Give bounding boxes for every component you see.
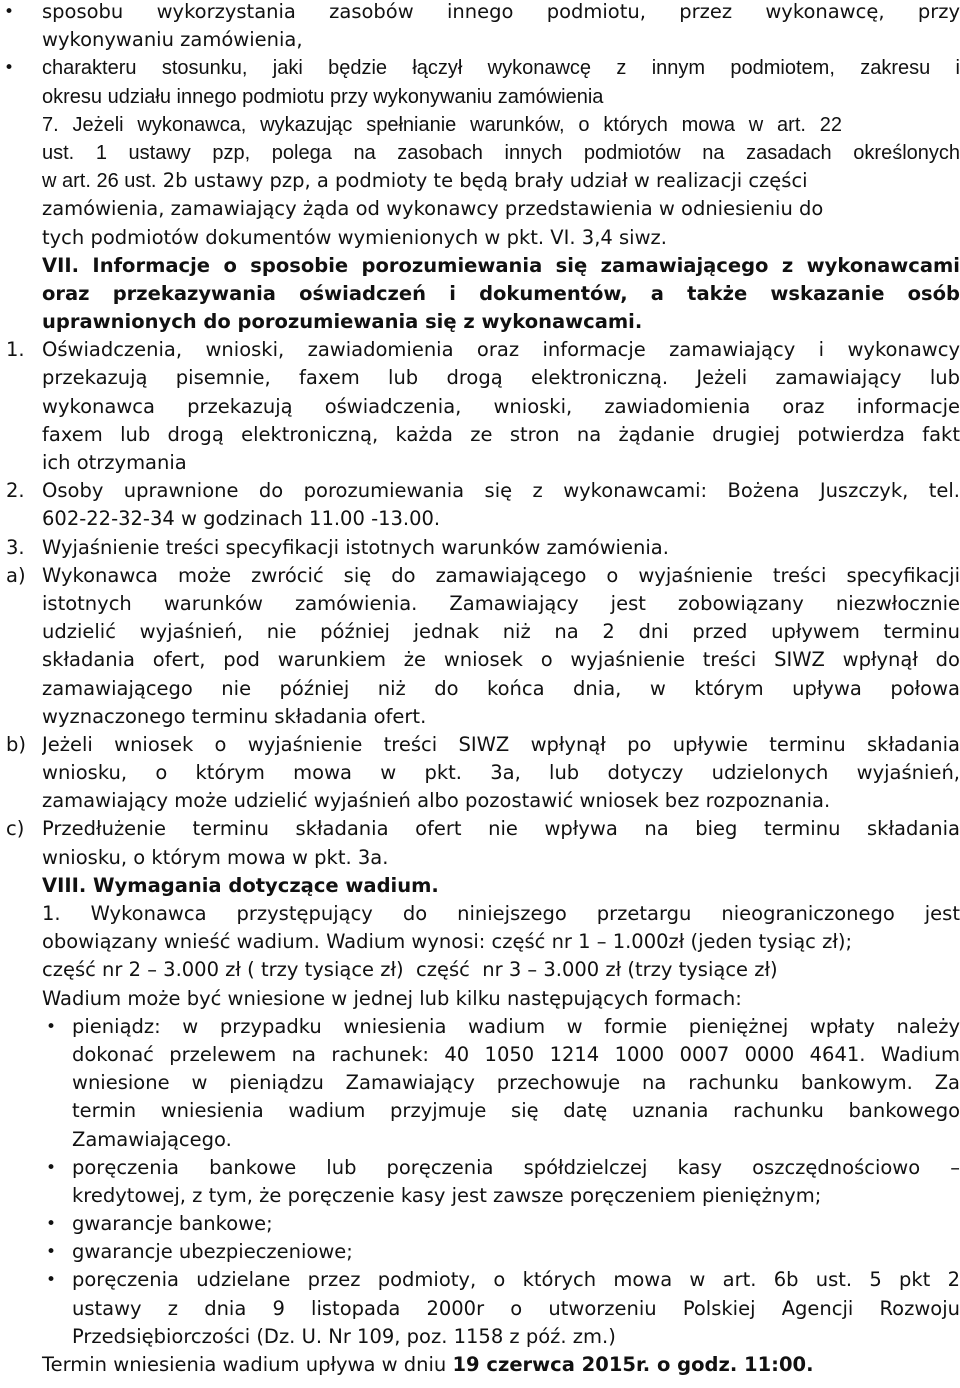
text-line-wrap <box>0 759 960 787</box>
bullet-item-form-4 <box>0 1238 960 1266</box>
text-line: 1. Wykonawca przystępujący do niniejszego przetargu nieograniczonego jest <box>42 902 960 925</box>
text-line: Wykonawca może zwrócić się do zamawiającego o wyjaśnienie treści specyfikacji <box>42 563 960 587</box>
text-line-wrap <box>0 928 960 956</box>
deadline-date: 19 czerwca 2015r. o godz. 11:00 <box>452 1353 807 1376</box>
numbered-item-2 <box>0 477 960 505</box>
text-line-wrap <box>0 505 960 533</box>
text-line: Przedłużenie terminu składania ofert nie wpływa na bieg terminu składania <box>42 817 960 841</box>
item-letter: c) <box>6 817 25 841</box>
text-line: wniosku, o którym mowa w pkt. 3a, lub dotyczy udzielonych wyjaśnień, <box>42 761 960 785</box>
bullet-item-1 <box>0 0 960 26</box>
item-letter: b) <box>6 732 26 756</box>
text-line: wykonywaniu zamówienia, <box>42 28 303 52</box>
text-line: dokonać przelewem na rachunek: 40 1050 1214 1000 0007 0000 4641. Wadium <box>72 1042 960 1066</box>
text-line: tych podmiotów dokumentów wymienionych w pkt. VI. 3,4 siwz. <box>42 225 667 249</box>
bullet-icon: • <box>46 1016 57 1037</box>
text-line-wrap <box>0 421 960 449</box>
text-line: zamawiający może udzielić wyjaśnień albo pozostawić wniosek bez rozpoznania. <box>42 789 831 813</box>
text-line-wrap <box>0 1041 960 1069</box>
text-line: wniesione w pieniądzu Zamawiający przechowuje na rachunku bankowym. Za <box>72 1071 960 1095</box>
text-line-wrap <box>0 1182 960 1210</box>
text-line: Osoby uprawnione do porozumiewania się z wykonawcami: Bożena Juszczyk, tel. <box>42 479 960 503</box>
text-line-wrap <box>0 167 960 195</box>
lettered-item-b <box>0 731 960 759</box>
item-number: 3. <box>6 535 25 559</box>
text-line: ustawy z dnia 9 listopada 2000r o utworzeniu Polskiej Agencji Rozwoju <box>72 1296 960 1320</box>
text-line: okresu udziału innego podmiotu przy wykonywaniu zamówienia <box>42 85 604 108</box>
text-line-part: 2b ustawy pzp, a podmioty te będą brały udział w realizacji części <box>162 169 808 193</box>
text-line: gwarancje bankowe; <box>72 1212 273 1236</box>
text-line: Wyjaśnienie treści specyfikacji istotnych warunków zamówienia. <box>42 535 669 559</box>
numbered-item-1 <box>0 336 960 364</box>
text-line: wniosku, o którym mowa w pkt. 3a. <box>42 845 389 869</box>
deadline-line <box>0 1351 960 1379</box>
section-heading: VII. Informacje o sposobie porozumiewania się zamawiającego z wykonawcami <box>42 253 960 277</box>
bullet-icon: • <box>4 58 15 79</box>
text-line: 7. Jeżeli wykonawca, wykazując spełnianie warunków, o których mowa w art. 22 <box>42 113 842 136</box>
text-line: istotnych warunków zamówienia. Zamawiający jest zobowiązany niezwłocznie <box>42 591 960 615</box>
text-line-wrap <box>0 703 960 731</box>
section-heading: oraz przekazywania oświadczeń i dokumentów, a także wskazanie osób <box>42 281 960 305</box>
bullet-icon: • <box>46 1214 57 1235</box>
lettered-item-c <box>0 815 960 843</box>
item-letter: a) <box>6 563 26 587</box>
text-line-wrap <box>0 83 960 111</box>
bullet-item-form-1 <box>0 1013 960 1041</box>
bullet-item-form-3 <box>0 1210 960 1238</box>
text-line: kredytowej, z tym, że poręczenie kasy jest zawsze poręczeniem pieniężnym; <box>72 1183 822 1207</box>
bullet-icon: • <box>46 1242 57 1263</box>
section-heading-line <box>0 280 960 308</box>
text-line: 602-22-32-34 w godzinach 11.00 -13.00. <box>42 507 441 531</box>
text-line: część nr 2 – 3.000 zł ( trzy tysiące zł) część nr 3 – 3.000 zł (trzy tysiące zł) <box>42 958 778 982</box>
item-number: 2. <box>6 479 25 503</box>
text-line: zamówienia, zamawiający żąda od wykonawcy przedstawienia w odniesieniu do <box>42 197 824 221</box>
deadline-text: Termin wniesienia wadium upływa w dniu <box>42 1353 453 1376</box>
text-line-wrap <box>0 900 960 928</box>
text-line-wrap <box>0 1323 960 1351</box>
section-heading-line <box>0 252 960 280</box>
text-line-wrap <box>0 1097 960 1125</box>
text-line-wrap <box>0 364 960 392</box>
text-line: sposobu wykorzystania zasobów innego podmiotu, przez wykonawcę, przy <box>42 0 960 23</box>
text-line: obowiązany wnieść wadium. Wadium wynosi: część nr 1 – 1.000zł (jeden tysiąc zł); <box>42 930 853 954</box>
text-line-wrap <box>0 618 960 646</box>
lettered-item-a <box>0 562 960 590</box>
text-line-wrap <box>0 590 960 618</box>
text-line: faxem lub drogą elektroniczną, każda ze stron na żądanie drugiej potwierdza fakt <box>42 422 960 446</box>
section-heading: VIII. Wymagania dotyczące wadium. <box>42 873 439 897</box>
text-line: wyznaczonego terminu składania ofert. <box>42 704 427 728</box>
deadline-period: . <box>806 1353 814 1376</box>
text-line-wrap <box>0 956 960 984</box>
bullet-item-2 <box>0 54 960 82</box>
bullet-icon: • <box>46 1270 57 1291</box>
text-line-wrap <box>0 111 960 139</box>
text-line-wrap <box>0 139 960 167</box>
text-line-wrap <box>0 26 960 54</box>
text-line-wrap <box>0 844 960 872</box>
text-line-part: w art. 26 ust. <box>42 170 157 193</box>
text-line-wrap <box>0 787 960 815</box>
text-line-wrap <box>0 1295 960 1323</box>
bullet-icon: • <box>46 1157 57 1178</box>
text-line-wrap <box>0 985 960 1013</box>
text-line: Przedsiębiorczości (Dz. U. Nr 109, poz. 1158 z póź. zm.) <box>72 1324 616 1348</box>
text-line: ich otrzymania <box>42 451 187 474</box>
text-line-wrap <box>0 449 960 477</box>
bullet-item-form-5 <box>0 1266 960 1294</box>
text-line: Zamawiającego. <box>72 1127 232 1151</box>
text-line-wrap <box>0 675 960 703</box>
text-line: Wadium może być wniesione w jednej lub kilku następujących formach: <box>42 986 742 1010</box>
bullet-item-form-2 <box>0 1154 960 1182</box>
section-heading: uprawnionych do porozumiewania się z wykonawcami. <box>42 310 643 334</box>
text-line: Jeżeli wniosek o wyjaśnienie treści SIWZ wpłynął po upływie terminu składania <box>42 732 960 756</box>
section-heading-line <box>0 308 960 336</box>
text-line: ust. 1 ustawy pzp, polega na zasobach innych podmiotów na zasadach określonych <box>42 141 960 164</box>
text-line: składania ofert, pod warunkiem że wniosek o wyjaśnienie treści SIWZ wpłynął do <box>42 648 960 672</box>
text-line: wykonawca przekazują oświadczenia, wnioski, zawiadomienia oraz informacje <box>42 394 960 418</box>
item-number: 1. <box>6 338 25 362</box>
text-line: termin wniesienia wadium przyjmuje się datę uznania rachunku bankowego <box>72 1099 960 1123</box>
text-line-wrap <box>0 1069 960 1097</box>
text-line-wrap <box>0 393 960 421</box>
text-line: udzielić wyjaśnień, nie później jednak niż na 2 dni przed upływem terminu <box>42 620 960 644</box>
section-heading-line <box>0 872 960 900</box>
text-line-wrap <box>0 195 960 223</box>
text-line: Oświadczenia, wnioski, zawiadomienia oraz informacje zamawiający i wykonawcy <box>42 338 960 362</box>
text-line: pieniądz: w przypadku wniesienia wadium w formie pieniężnej wpłaty należy <box>72 1014 960 1038</box>
text-line: poręczenia bankowe lub poręczenia spółdzielczej kasy oszczędnościowo – <box>72 1155 960 1179</box>
text-line: przekazują pisemnie, faxem lub drogą elektroniczną. Jeżeli zamawiający lub <box>42 366 960 390</box>
text-line: zamawiającego nie później niż do końca dnia, w którym upływa połowa <box>42 676 960 700</box>
text-line: gwarancje ubezpieczeniowe; <box>72 1240 353 1264</box>
text-line-wrap <box>0 646 960 674</box>
text-line-wrap <box>0 224 960 252</box>
bullet-icon: • <box>4 2 15 22</box>
numbered-item-3 <box>0 534 960 562</box>
text-line: charakteru stosunku, jaki będzie łączył wykonawcę z innym podmiotem, zakresu i <box>42 57 960 80</box>
text-line-wrap <box>0 1126 960 1154</box>
text-line: poręczenia udzielane przez podmioty, o których mowa w art. 6b ust. 5 pkt 2 <box>72 1268 960 1292</box>
